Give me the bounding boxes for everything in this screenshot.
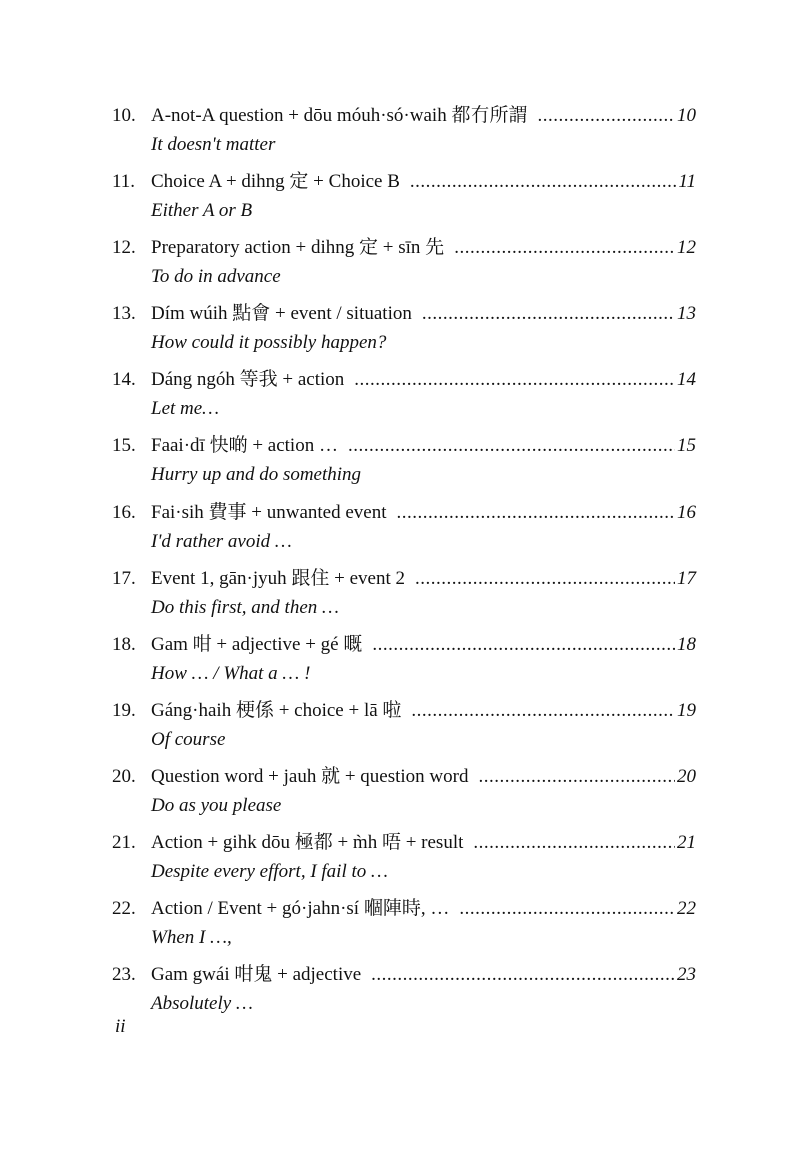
entry-number: 15.: [112, 435, 136, 457]
entry-number: 22.: [112, 898, 136, 920]
entry-title: Dáng ngóh 等我 + action: [151, 369, 345, 391]
toc-entry: [112, 498, 696, 564]
entry-number: 14.: [112, 369, 136, 391]
toc-entry-heading: [112, 101, 696, 131]
dot-leader: [478, 762, 675, 792]
entry-subtitle: Either A or B: [151, 200, 253, 222]
entry-subtitle: To do in advance: [151, 266, 281, 288]
toc-entry: [112, 299, 696, 365]
entry-number: 10.: [112, 105, 136, 126]
entry-number: 17.: [112, 567, 136, 589]
toc-entry-heading: [112, 894, 696, 924]
entry-number: 12.: [112, 237, 136, 259]
entry-title: Choice A + dihng 定 + Choice B: [151, 171, 400, 193]
entry-page-number: 23: [677, 964, 696, 986]
entry-title: Gam 咁 + adjective + gé 嘅: [151, 633, 363, 655]
entry-subtitle: It doesn't matter: [151, 134, 276, 155]
entry-subtitle: When I …,: [151, 927, 232, 949]
entry-number: 13.: [112, 303, 136, 325]
toc-entry-heading: [112, 233, 696, 263]
dot-leader: [454, 233, 675, 263]
entry-title: Preparatory action + dihng 定 + sīn 先: [151, 237, 445, 259]
table-of-contents: [112, 101, 696, 1026]
page-folio: ii: [115, 1016, 126, 1037]
dot-leader: [537, 101, 675, 131]
entry-number: 18.: [112, 633, 136, 655]
toc-entry-heading: [112, 960, 696, 990]
entry-title: Event 1, gān·jyuh 跟住 + event 2: [151, 567, 405, 589]
entry-subtitle: Absolutely …: [151, 993, 253, 1015]
entry-page-number: 19: [677, 699, 696, 721]
entry-subtitle: How … / What a … !: [151, 662, 311, 684]
entry-page-number: 10: [677, 105, 696, 126]
entry-page-number: 17: [677, 567, 696, 589]
entry-page-number: 21: [677, 832, 696, 854]
entry-number: 11.: [112, 171, 136, 193]
dot-leader: [348, 431, 675, 461]
toc-entry-heading: [112, 498, 696, 528]
toc-entry: [112, 696, 696, 762]
entry-page-number: 18: [677, 633, 696, 655]
entry-subtitle: I'd rather avoid …: [151, 530, 292, 552]
toc-entry-heading: [112, 167, 696, 197]
toc-entry-heading: [112, 365, 696, 395]
dot-leader: [372, 630, 675, 660]
entry-title: Dím wúih 點會 + event / situation: [151, 303, 412, 325]
entry-title: Faai·dī 快啲 + action …: [151, 435, 338, 457]
dot-leader: [459, 894, 675, 924]
toc-entry-heading: [112, 696, 696, 726]
entry-subtitle: Despite every effort, I fail to …: [151, 861, 388, 883]
entry-title: Fai·sih 費事 + unwanted event: [151, 501, 387, 523]
toc-entry-heading: [112, 564, 696, 594]
toc-entry: [112, 101, 696, 167]
dot-leader: [354, 365, 675, 395]
toc-entry: [112, 960, 696, 1026]
entry-subtitle: Do as you please: [151, 794, 282, 816]
entry-number: 21.: [112, 832, 136, 854]
dot-leader: [473, 828, 675, 858]
entry-title: Action / Event + gó·jahn·sí 嗰陣時, …: [151, 898, 450, 920]
dot-leader: [371, 960, 675, 990]
toc-entry: [112, 828, 696, 894]
entry-page-number: 15: [677, 435, 696, 457]
entry-number: 20.: [112, 765, 136, 787]
entry-subtitle: How could it possibly happen?: [151, 332, 387, 354]
toc-entry: [112, 365, 696, 431]
entry-subtitle: Hurry up and do something: [151, 464, 362, 486]
dot-leader: [422, 299, 675, 329]
entry-number: 23.: [112, 964, 136, 986]
toc-entry-heading: [112, 828, 696, 858]
entry-subtitle: Let me…: [151, 398, 220, 420]
entry-title: Gáng·haih 梗係 + choice + lā 啦: [151, 699, 402, 721]
entry-page-number: 16: [677, 501, 696, 523]
entry-title: Gam gwái 咁鬼 + adjective: [151, 964, 362, 986]
entry-page-number: 13: [677, 303, 696, 325]
toc-entry: [112, 431, 696, 497]
entry-page-number: 14: [677, 369, 696, 391]
toc-entry: [112, 167, 696, 233]
toc-entry-heading: [112, 630, 696, 660]
entry-page-number: 11: [678, 171, 696, 193]
entry-subtitle: Of course: [151, 728, 226, 750]
entry-title: Action + gihk dōu 極都 + m̀h 唔 + result: [151, 832, 464, 854]
dot-leader: [411, 696, 675, 726]
entry-number: 16.: [112, 501, 136, 523]
entry-subtitle: Do this first, and then …: [151, 596, 339, 618]
toc-entry-heading: [112, 299, 696, 329]
entry-page-number: 12: [677, 237, 696, 259]
dot-leader: [410, 167, 677, 197]
dot-leader: [397, 498, 675, 528]
toc-entry: [112, 762, 696, 828]
entry-page-number: 22: [677, 898, 696, 920]
entry-title: A-not-A question + dōu móuh·só·waih 都冇所謂: [151, 105, 528, 126]
toc-entry: [112, 564, 696, 630]
toc-entry: [112, 233, 696, 299]
toc-entry: [112, 894, 696, 960]
entry-page-number: 20: [677, 765, 696, 787]
toc-entry-heading: [112, 431, 696, 461]
entry-number: 19.: [112, 699, 136, 721]
dot-leader: [415, 564, 675, 594]
toc-entry: [112, 630, 696, 696]
toc-entry-heading: [112, 762, 696, 792]
entry-title: Question word + jauh 就 + question word: [151, 765, 469, 787]
